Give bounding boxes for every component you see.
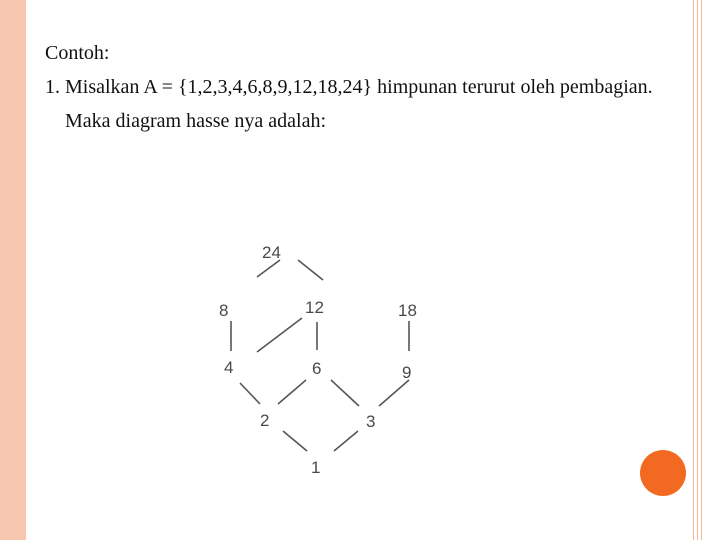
- node-1: 1: [311, 458, 321, 477]
- edge-2-6: [278, 380, 306, 404]
- slide-body: [45, 36, 685, 138]
- node-9: 9: [402, 363, 412, 382]
- slide-left-border: [0, 0, 26, 540]
- example-item-text: 1. Misalkan A = {1,2,3,4,6,8,9,12,18,24} himpunan terurut oleh pembagian. Maka diagram hasse nya adalah:: [45, 76, 653, 132]
- edge-8-24: [257, 260, 280, 277]
- slide-right-rule: [693, 0, 694, 540]
- slide-heading: Contoh:: [45, 42, 110, 64]
- node-6: 6: [312, 359, 322, 378]
- edge-4-12: [257, 318, 302, 352]
- edge-1-3: [334, 431, 358, 451]
- node-12: 12: [305, 298, 324, 317]
- edge-24-12: [298, 260, 323, 280]
- slide-right-rule: [701, 0, 702, 540]
- node-24: 24: [262, 243, 281, 262]
- node-3: 3: [366, 412, 376, 431]
- node-8: 8: [219, 301, 229, 320]
- node-4: 4: [224, 358, 234, 377]
- edge-3-9: [379, 380, 409, 406]
- edge-2-4: [240, 383, 260, 404]
- node-18: 18: [398, 301, 417, 320]
- edge-1-2: [283, 431, 307, 451]
- edge-3-6: [331, 380, 359, 406]
- hasse-diagram: [205, 230, 435, 485]
- node-2: 2: [260, 411, 270, 430]
- slide-right-rule: [697, 0, 698, 540]
- decorative-orange-circle: [640, 450, 686, 496]
